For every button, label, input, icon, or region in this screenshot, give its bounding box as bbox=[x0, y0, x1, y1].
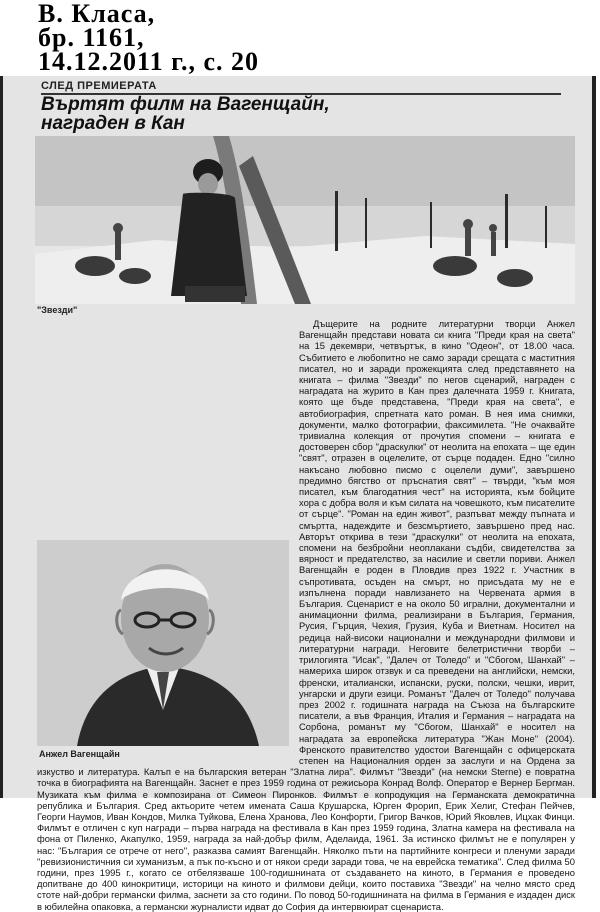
headline-line-1: Въртят филм на Вагенщайн, bbox=[41, 94, 330, 115]
article-rubric: СЛЕД ПРЕМИЕРАТА bbox=[41, 80, 157, 92]
film-still-image bbox=[35, 136, 575, 304]
film-still-photo bbox=[35, 136, 575, 304]
headline-line-2: награден в Кан bbox=[41, 113, 185, 134]
citation-newspaper: В. Класа, bbox=[38, 0, 156, 28]
article-headline bbox=[41, 95, 571, 133]
article-body bbox=[37, 318, 575, 912]
newspaper-clipping bbox=[0, 76, 596, 912]
author-portrait-image bbox=[37, 540, 289, 746]
film-still-caption: "Звезди" bbox=[37, 305, 78, 315]
author-portrait-caption: Анжел Вагенщайн bbox=[37, 746, 291, 762]
citation-date-page: 14.12.2011 г., с. 20 bbox=[38, 47, 259, 76]
citation-issue: бр. 1161, bbox=[38, 23, 145, 52]
author-portrait bbox=[37, 540, 289, 762]
article-text: Дъщерите на родните литературни творци Анжел Вагенщайн представи новата си книга "Преди края на света" на 15 декември, четвъртък, в кино "Одеон", от 18.00 часа. Събитието е любопитно не само заради срещата с маститния писател, но и заради прожекцията след представянето на книгата – филма "Звезди" по негов сценарий, награден с наградата на журито в Кан през далечната 1959 г. Книгата, която ще бъде представена, "Преди края на света", е автобиография, спретната като роман. В нея има снимки, документи, малко фотографии, факсимилета. "Не очаквайте тривиална колекция от прочутия спомени – книгата е достоверен сбор "драскулки" от неолита на епохата – ще един "свят", отразен в оцелелите, от сърце подаден. Едно "силно накъсано любовно писмо с оцелели думи", завършено предимно бягство от пръснатия свят" – твърди, "към моя писател, към благодатния чест" на историята, към бойците хора с добра воля и към силата на човешкото, към писателите от сърце". "Роман на един живот", разпъват между пъпната и смъртта, надеждите и безсмъртието, завършено пред нас. Авторът открива в тези "драскулки" от неолита на епохата, спомени на безбройни неоплакани съдби, свидетелства за вярност и предателство, за насилие и светли пориви. Анжел Вагенщайн е роден в Пловдив през 1922 г. Участник в съпротивата, осъден на смърт, но присъдата му не е изпълнена поради навлизането на Червената армия в България. Сценарист е на около 50 игрални, документални и анимационни филма, реализирани в България, Германия, Русия, Гърция, Чехия, Грузия, Куба и Виетнам. Носител на редица най-високи национални и международни филмови и литературни награди. Неговите белетристични творби – трилогията "Исак", "Далеч от Толедо" и "Сбогом, Шанхай" – намериха широк отзвук и са преведени на английски, немски, френски, италиански, испански, руски, полски, чешки, иврит, унгарски и други езици. Романът "Далеч от Толедо" получава през 2002 г. годишната награда на Съюза на българските писатели, а във Франция, Италия и Германия – наградата на Сорбона, романът му "Сбогом, Шанхай" е носител на наградата за европейска литература "Жан Моне" (2004). Френското правителство удостои Вагенщайн с офицерската степен на Националния орден за заслуги и на Ордена за изкуство и литература. Калъп е на българския ветеран "Златна лира". Филмът "Звезди" (на немски Sterne) е повратна точка в биографията на Вагенщайн. Заснет е през 1959 година от режисьора Конрад Волф. Оператор е Вернер Бергман. Музиката към филма е композирана от Симеон Пиронков. Филмът е копродукция на Германската демократична република и България. Сред актьорите четем имената Саша Крушарска, Юрген Фрорип, Ерик Хелиг, Стефан Пейчев, Георги Наумов, Иван Кондов, Милка Туйкова, Елена Хранова, Лео Конфорти, Григор Вачков, Юрий Яковлев, Ицхак Финци. Филмът е отличен с куп награди – първа награда на фестивала в Кан през 1959 година, Златна камера на фестивала на фона от Пиленко, Акапулко, 1959, награда за най-добър филм, Аделаида, 1961. За истинско филмът не е популярен у нас: "България се отрече от него", разказва самият Вагенщайн. Няколко пъти на партийните конгреси и пленуми заради "ревизионистичния си хуманизъм, а пък по-късно и от някои среди заради това, че на еврейска тематика". След филма 50 години, през 1995 г., когато се отбелязваше 100-годишнината от създаването на киното, в Германия е проведено допитване до 400 кинокритици, историци на киното и филмови дейци, които поставиха "Звезди" на челно място сред стоте най-добри германски филма, заснети за сто години. По повод 50-годишнината на филма в Германия е издаден диск в юбилейна опаковка, а германски журналисти идват до София да интервюират сценариста. bbox=[37, 318, 575, 912]
clipping-citation bbox=[38, 2, 598, 74]
